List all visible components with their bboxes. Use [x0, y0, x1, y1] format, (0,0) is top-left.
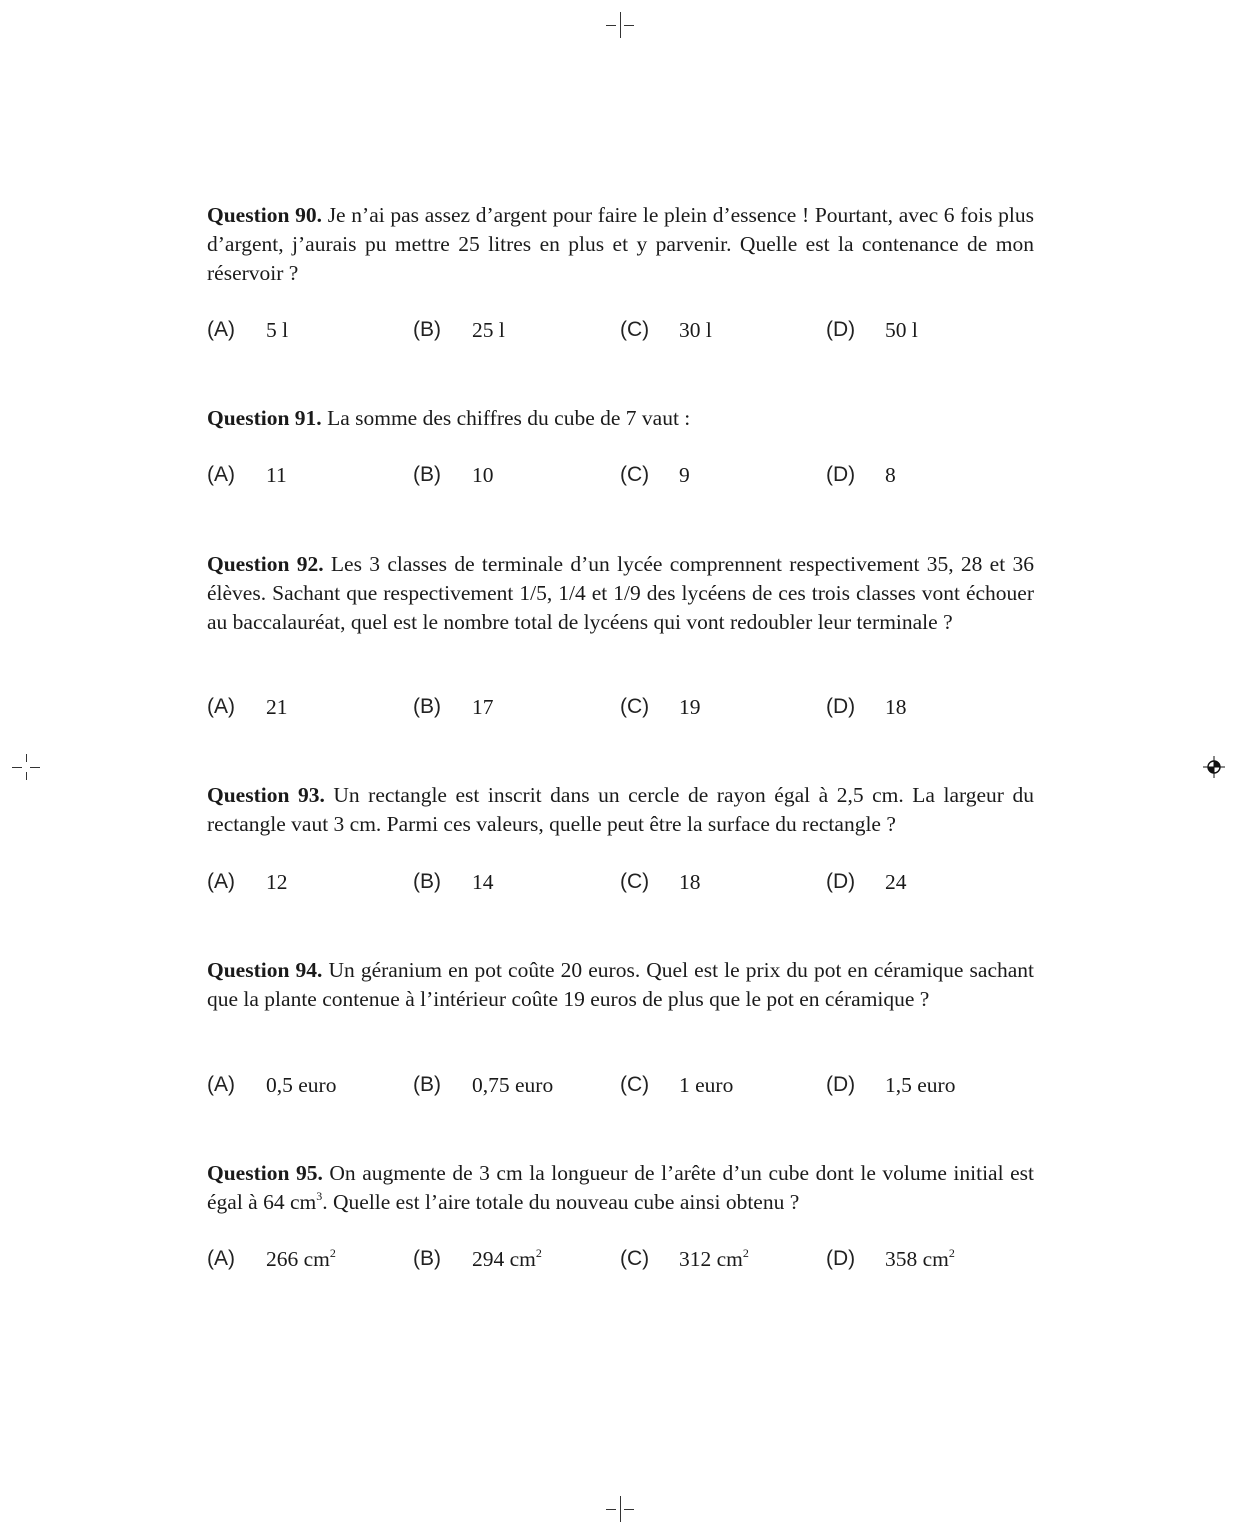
option-value	[266, 1244, 336, 1274]
option-value: 0,5 euro	[266, 1073, 337, 1097]
option-letter: (A)	[207, 1073, 235, 1096]
question-94	[207, 956, 1035, 1097]
question-label: Question 92.	[207, 552, 324, 576]
answer-options	[207, 867, 1034, 897]
option-letter: (D)	[826, 1247, 856, 1270]
question-stem	[207, 404, 1034, 433]
answer-options	[207, 692, 1034, 722]
question-label: Question 94.	[207, 958, 323, 982]
answer-options	[207, 315, 1034, 345]
option-letter: (D)	[826, 318, 856, 341]
registration-target-icon	[1203, 756, 1225, 778]
option-letter: (A)	[207, 870, 235, 893]
option-letter: (B)	[413, 463, 441, 486]
option-letter: (C)	[620, 1247, 650, 1270]
option-letter: (C)	[620, 695, 650, 718]
question-label: Question 95.	[207, 1161, 323, 1185]
option-value: 9	[679, 463, 690, 487]
question-stem	[207, 781, 1034, 839]
option-letter: (B)	[413, 870, 441, 893]
crop-mark-bottom	[606, 1496, 634, 1522]
option-letter: (B)	[413, 1073, 441, 1096]
superscript: 3	[316, 1189, 323, 1203]
option-letter: (A)	[207, 318, 235, 341]
option-value: 25 l	[472, 318, 505, 342]
question-stem	[207, 550, 1034, 637]
option-value: 0,75 euro	[472, 1073, 554, 1097]
option-letter: (D)	[826, 870, 856, 893]
option-value-text: 294 cm	[472, 1247, 536, 1271]
option-value: 18	[885, 695, 907, 719]
answer-options	[207, 460, 1034, 490]
option-value-text: 358 cm	[885, 1247, 949, 1271]
question-text-end: . Quelle est l’aire totale du nouveau cube ainsi obtenu ?	[322, 1190, 800, 1214]
option-value: 24	[885, 870, 907, 894]
option-letter: (A)	[207, 695, 235, 718]
option-value: 12	[266, 870, 288, 894]
option-value: 10	[472, 463, 494, 487]
question-93	[207, 781, 1034, 894]
question-label: Question 93.	[207, 783, 325, 807]
crop-mark-top	[606, 12, 634, 38]
option-value: 1 euro	[679, 1073, 734, 1097]
question-stem	[207, 1159, 1034, 1217]
superscript: 2	[948, 1246, 955, 1260]
option-letter: (C)	[620, 1073, 650, 1096]
superscript: 2	[535, 1246, 542, 1260]
question-95	[207, 1159, 1034, 1271]
option-value: 18	[679, 870, 701, 894]
question-text: La somme des chiffres du cube de 7 vaut :	[327, 406, 691, 430]
option-value	[679, 1244, 749, 1274]
option-letter: (C)	[620, 318, 650, 341]
option-letter: (C)	[620, 463, 650, 486]
option-letter: (D)	[826, 463, 856, 486]
crop-mark-left	[12, 754, 40, 780]
question-90	[207, 201, 1034, 342]
question-text: Un rectangle est inscrit dans un cercle de rayon égal à 2,5 cm. La largeur du rectangle vaut 3 cm. Parmi ces valeurs, quelle peut être la surface du rectangle ?	[207, 783, 1034, 836]
option-value-text: 266 cm	[266, 1247, 330, 1271]
option-value: 8	[885, 463, 896, 487]
answer-options	[207, 1070, 1034, 1100]
option-letter: (B)	[413, 1247, 441, 1270]
question-stem	[207, 201, 1034, 288]
option-value: 11	[266, 463, 287, 487]
option-letter: (D)	[826, 1073, 856, 1096]
option-value	[472, 1244, 542, 1274]
question-text: Un géranium en pot coûte 20 euros. Quel est le prix du pot en céramique sachant que la plante contenue à l’intérieur coûte 19 euros de plus que le pot en céramique ?	[207, 958, 1035, 1011]
option-value	[885, 1244, 955, 1274]
option-letter: (B)	[413, 695, 441, 718]
superscript: 2	[742, 1246, 749, 1260]
question-text: Les 3 classes de terminale d’un lycée comprennent respectivement 35, 28 et 36 élèves. Sachant que respectivement 1/5, 1/4 et 1/9 des lycéens de ces trois classes vont échouer au baccalauréat, quel est le nombre total de lycéens qui vont redoubler leur terminale ?	[207, 552, 1035, 634]
option-letter: (A)	[207, 1247, 235, 1270]
question-text: Je n’ai pas assez d’argent pour faire le plein d’essence ! Pourtant, avec 6 fois plus d’argent, j’aurais pu mettre 25 litres en plus et y parvenir. Quelle est la contenance de mon réservoir ?	[207, 203, 1034, 285]
option-value: 21	[266, 695, 288, 719]
option-value: 30 l	[679, 318, 712, 342]
option-letter: (D)	[826, 695, 856, 718]
option-letter: (B)	[413, 318, 441, 341]
option-value: 1,5 euro	[885, 1073, 956, 1097]
option-value-text: 312 cm	[679, 1247, 743, 1271]
option-value: 17	[472, 695, 494, 719]
option-value: 14	[472, 870, 494, 894]
option-letter: (A)	[207, 463, 235, 486]
option-value: 50 l	[885, 318, 918, 342]
answer-options	[207, 1244, 1034, 1274]
question-stem	[207, 956, 1034, 1014]
question-label: Question 90.	[207, 203, 322, 227]
option-letter: (C)	[620, 870, 650, 893]
question-91	[207, 404, 1034, 487]
question-text: On augmente de 3 cm la longueur de l’arête d’un cube dont le volume initial est égal à 64 cm	[207, 1161, 1034, 1214]
option-value: 5 l	[266, 318, 289, 342]
question-92	[207, 550, 1035, 719]
option-value: 19	[679, 695, 701, 719]
superscript: 2	[329, 1246, 336, 1260]
question-label: Question 91.	[207, 406, 322, 430]
